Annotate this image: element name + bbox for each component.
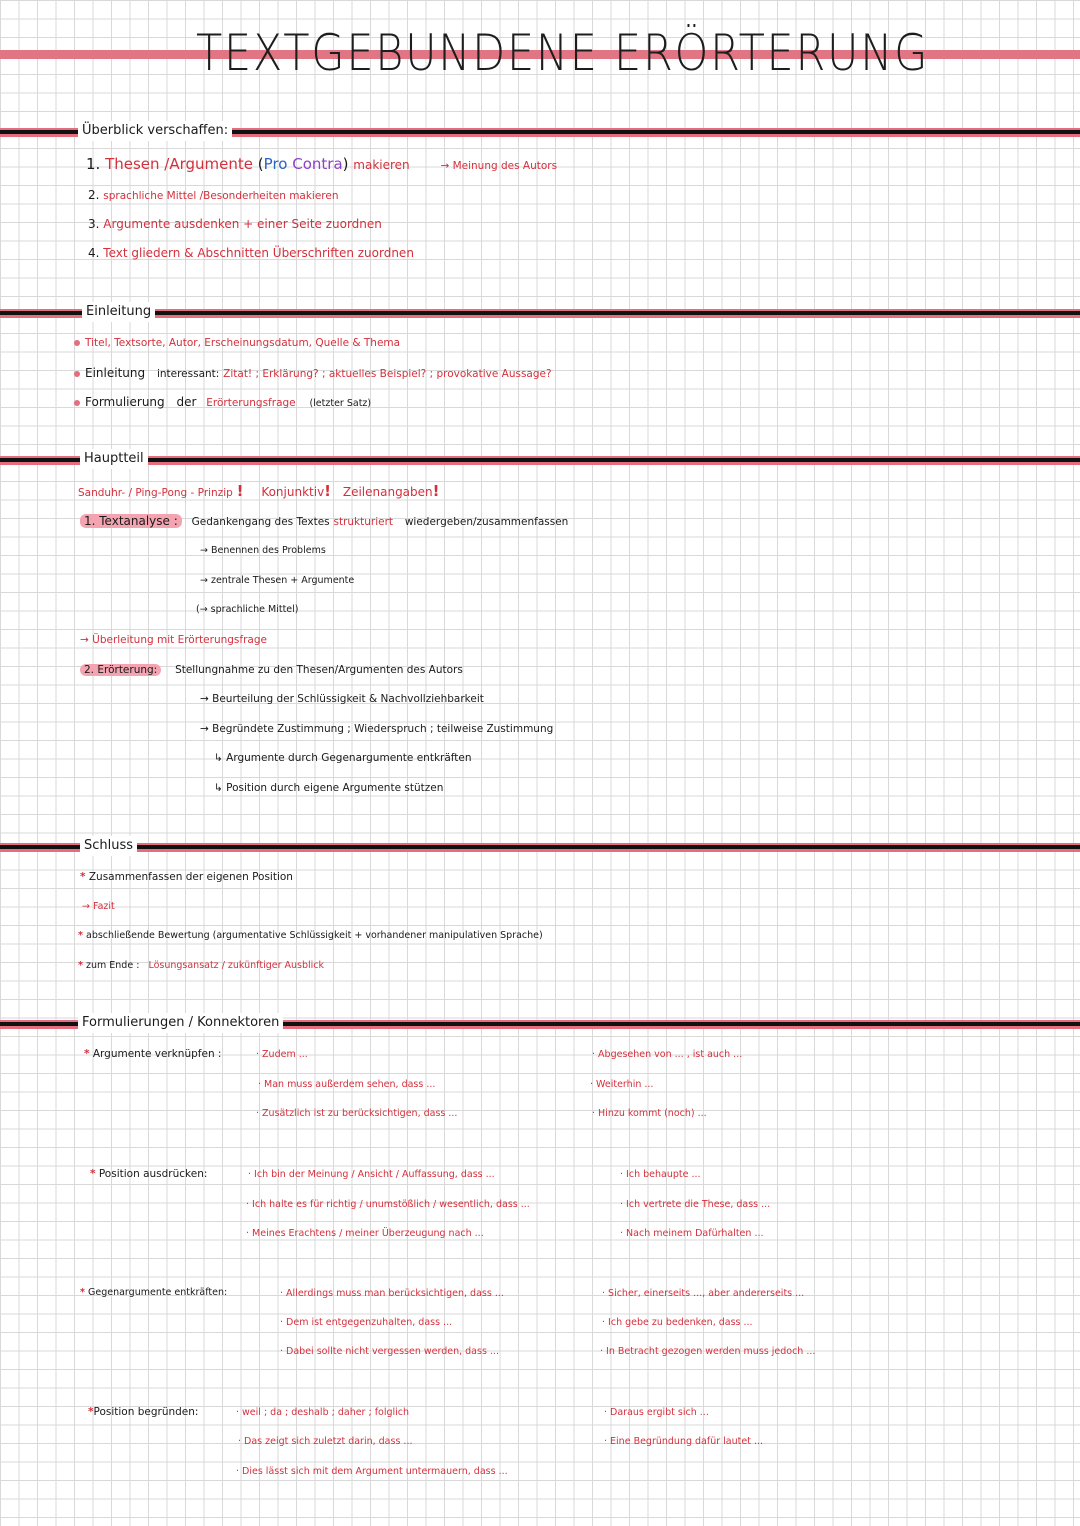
discussion-row: 2. Erörterung: Stellungnahme zu den Thesen/Argumenten des Autors [80, 661, 463, 678]
phrase-item: · Meines Erachtens / meiner Überzeugung nach ... [246, 1228, 484, 1239]
overview-item-4: 4. Text gliedern & Abschnitten Überschriften zuordnen [88, 246, 414, 260]
section-heading-phrases: Formulierungen / Konnektoren [78, 1013, 283, 1033]
phrase-item: · In Betracht gezogen werden muss jedoch ... [600, 1346, 816, 1357]
section-heading-overview: Überblick verschaffen: [78, 121, 232, 141]
transition-line: → Überleitung mit Erörterungsfrage [80, 634, 267, 646]
discussion-sub-3: ↳ Argumente durch Gegenargumente entkräften [214, 752, 472, 764]
analysis-sub-2: → zentrale Thesen + Argumente [200, 575, 355, 586]
phrase-item: · Zudem ... [256, 1049, 308, 1060]
phrase-item: · Daraus ergibt sich ... [604, 1407, 709, 1418]
section-divider-overview [0, 123, 1080, 138]
phrase-item: · Man muss außerdem sehen, dass ... [258, 1079, 436, 1090]
section-divider-phrases [0, 1015, 1080, 1030]
phrase-group-label-counter: * Gegenargumente entkräften: [80, 1287, 228, 1298]
phrase-item: · Abgesehen von ... , ist auch ... [592, 1049, 743, 1060]
phrase-item: · Ich halte es für richtig / unumstößlich / wesentlich, dass ... [246, 1199, 530, 1210]
phrase-item: · Das zeigt sich zuletzt darin, dass ... [238, 1436, 413, 1447]
star-icon: * [78, 960, 83, 971]
bullet-icon [74, 400, 80, 406]
phrase-item: · Dabei sollte nicht vergessen werden, dass ... [280, 1346, 499, 1357]
section-divider-conclusion [0, 838, 1080, 853]
overview-item-3: 3. Argumente ausdenken + einer Seite zuordnen [88, 217, 382, 231]
discussion-sub-1: → Beurteilung der Schlüssigkeit & Nachvollziehbarkeit [200, 693, 484, 705]
conclusion-item-3: * zum Ende : Lösungsansatz / zukünftiger Ausblick [78, 960, 325, 971]
star-icon: * [78, 930, 83, 941]
phrase-item: · Dies lässt sich mit dem Argument untermauern, dass ... [236, 1466, 508, 1477]
star-icon: * [84, 1048, 90, 1060]
section-heading-intro: Einleitung [82, 302, 155, 322]
intro-item-1: Titel, Textsorte, Autor, Erscheinungsdatum, Quelle & Thema [74, 335, 400, 351]
analysis-sub-1: → Benennen des Problems [200, 545, 326, 556]
section-heading-conclusion: Schluss [80, 836, 137, 856]
conclusion-fazit: → Fazit [82, 901, 115, 912]
conclusion-item-1: * Zusammenfassen der eigenen Position [80, 871, 293, 883]
analysis-row: 1. Textanalyse : Gedankengang des Textes strukturiert wiedergeben/zusammenfassen [80, 513, 568, 530]
section-divider-intro [0, 304, 1080, 319]
discussion-sub-4: ↳ Position durch eigene Argumente stützen [214, 782, 444, 794]
phrase-item: · Weiterhin ... [590, 1079, 654, 1090]
phrase-item: · Allerdings muss man berücksichtigen, dass ... [280, 1288, 504, 1299]
section-divider-main [0, 451, 1080, 466]
overview-item-1: 1. Thesen /Argumente (Pro Contra) makieren → Meinung des Autors [86, 155, 558, 173]
bullet-icon [74, 340, 80, 346]
star-icon: * [80, 1287, 85, 1298]
intro-item-3: Formulierung der Erörterungsfrage (letzter Satz) [74, 394, 371, 412]
section-heading-main: Hauptteil [80, 449, 148, 469]
phrase-item: · Sicher, einerseits ..., aber andererseits ... [602, 1288, 805, 1299]
star-icon: * [88, 1406, 94, 1418]
phrase-item: · Nach meinem Dafürhalten ... [620, 1228, 764, 1239]
phrase-item: · Ich behaupte ... [620, 1169, 701, 1180]
overview-item-2: 2. sprachliche Mittel /Besonderheiten makieren [88, 188, 339, 202]
phrase-item: · Hinzu kommt (noch) ... [592, 1108, 707, 1119]
page-title: TEXTGEBUNDENE ERÖRTERUNG [196, 24, 930, 82]
analysis-sub-3: (→ sprachliche Mittel) [196, 604, 299, 615]
phrase-group-label-connect: * Argumente verknüpfen : [84, 1048, 222, 1060]
bullet-icon [74, 371, 80, 377]
phrase-item: · Ich bin der Meinung / Ansicht / Auffassung, dass ... [248, 1169, 495, 1180]
phrase-group-label-justify: *Position begründen: [88, 1406, 199, 1418]
phrase-item: · Ich gebe zu bedenken, dass ... [602, 1317, 753, 1328]
star-icon: * [90, 1168, 96, 1180]
conclusion-item-2: * abschließende Bewertung (argumentative Schlüssigkeit + vorhandener manipulativen Sprache) [78, 930, 543, 941]
intro-item-2: Einleitung interessant: Zitat! ; Erklärung? ; aktuelles Beispiel? ; provokative Aussage? [74, 365, 552, 382]
discussion-sub-2: → Begründete Zustimmung ; Wiederspruch ; teilweise Zustimmung [200, 723, 554, 735]
phrase-item: · Zusätzlich ist zu berücksichtigen, dass ... [256, 1108, 458, 1119]
phrase-item: · Eine Begründung dafür lautet ... [604, 1436, 764, 1447]
phrase-group-label-position: * Position ausdrücken: [90, 1168, 208, 1180]
phrase-item: · weil ; da ; deshalb ; daher ; folglich [236, 1407, 410, 1418]
star-icon: * [80, 871, 86, 883]
phrase-item: · Ich vertrete die These, dass ... [620, 1199, 771, 1210]
phrase-item: · Dem ist entgegenzuhalten, dass ... [280, 1317, 453, 1328]
main-principle: Sanduhr- / Ping-Pong - Prinzip ! Konjunktiv! Zeilenangaben! [78, 482, 440, 500]
